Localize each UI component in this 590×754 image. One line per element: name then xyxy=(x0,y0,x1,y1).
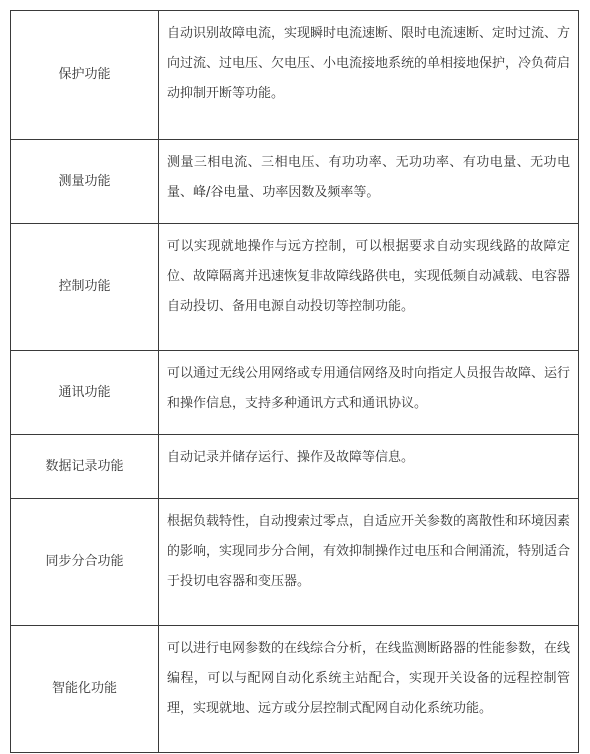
table-row xyxy=(11,351,579,435)
function-table-container xyxy=(10,10,579,753)
function-description: 可以通过无线公用网络或专用通信网络及时向指定人员报告故障、运行和操作信息，支持多种通讯方式和通讯协议。 xyxy=(159,351,579,435)
function-description: 可以进行电网参数的在线综合分析，在线监测断路器的性能参数，在线编程，可以与配网自动化系统主站配合，实现开关设备的远程控制管理，实现就地、远方或分层控制式配网自动化系统功能。 xyxy=(159,626,579,753)
function-name: 控制功能 xyxy=(11,224,159,351)
function-name: 测量功能 xyxy=(11,140,159,224)
function-name: 通讯功能 xyxy=(11,351,159,435)
function-description: 自动记录并储存运行、操作及故障等信息。 xyxy=(159,435,579,499)
function-description: 可以实现就地操作与远方控制，可以根据要求自动实现线路的故障定位、故障隔离并迅速恢复非故障线路供电，实现低频自动减载、电容器自动投切、备用电源自动投切等控制功能。 xyxy=(159,224,579,351)
function-name: 数据记录功能 xyxy=(11,435,159,499)
table-row xyxy=(11,224,579,351)
function-name: 智能化功能 xyxy=(11,626,159,753)
table-row xyxy=(11,499,579,626)
table-row xyxy=(11,11,579,140)
function-name: 保护功能 xyxy=(11,11,159,140)
function-description: 根据负载特性，自动搜索过零点，自适应开关参数的离散性和环境因素的影响，实现同步分合闸，有效抑制操作过电压和合闸涌流，特别适合于投切电容器和变压器。 xyxy=(159,499,579,626)
table-row xyxy=(11,140,579,224)
function-description: 测量三相电流、三相电压、有功功率、无功功率、有功电量、无功电量、峰/谷电量、功率因数及频率等。 xyxy=(159,140,579,224)
table-row xyxy=(11,435,579,499)
table-row xyxy=(11,626,579,753)
function-table xyxy=(10,10,579,753)
function-name: 同步分合功能 xyxy=(11,499,159,626)
function-description: 自动识别故障电流，实现瞬时电流速断、限时电流速断、定时过流、方向过流、过电压、欠电压、小电流接地系统的单相接地保护，冷负荷启动抑制开断等功能。 xyxy=(159,11,579,140)
